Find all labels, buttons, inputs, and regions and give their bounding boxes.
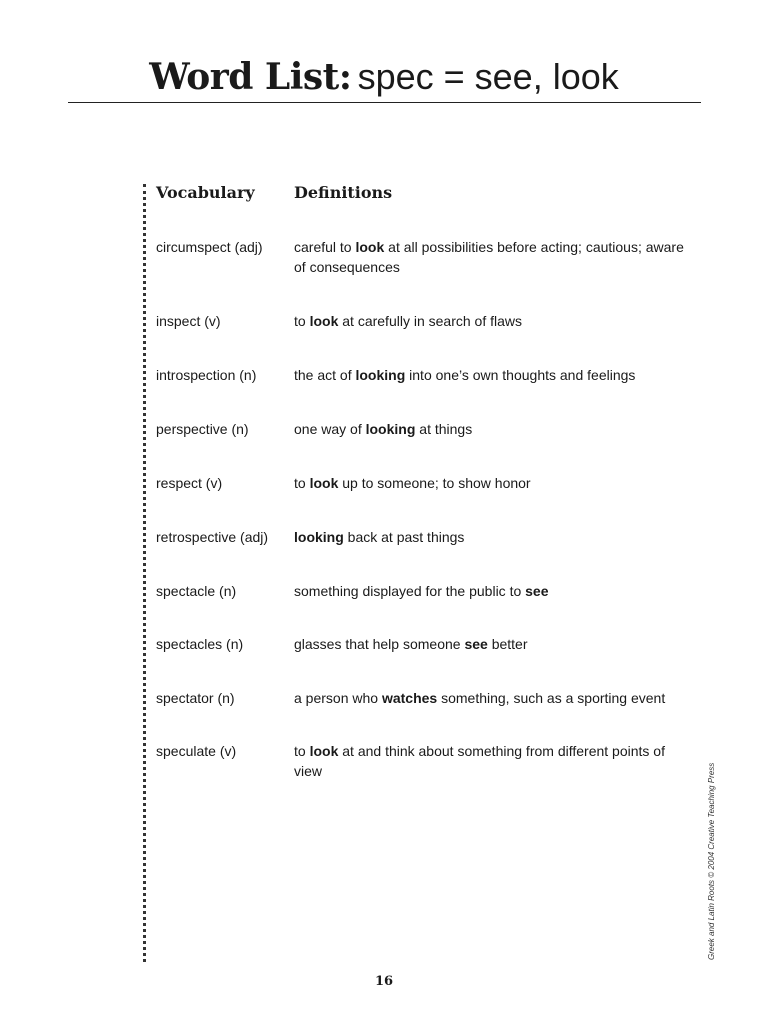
vocabulary-word: introspection (n)	[156, 367, 257, 383]
definition-segment: at carefully in search of flaws	[338, 313, 522, 329]
definition-segment: at and think about something from different points of view	[294, 743, 665, 779]
root-meaning-highlight: looking	[294, 529, 344, 545]
definition-segment: careful to	[294, 239, 356, 255]
root-meaning-highlight: looking	[365, 421, 416, 437]
definition-segment: to	[294, 313, 310, 329]
title-rule	[68, 102, 701, 103]
definition-segment: better	[487, 636, 528, 652]
definition-segment: the act of	[294, 367, 356, 383]
page-title-root: spec = see, look	[357, 56, 619, 97]
definition-segment: to	[294, 475, 310, 491]
dotted-margin-line	[143, 184, 146, 962]
root-meaning-highlight: see	[464, 636, 488, 652]
page-title	[0, 56, 768, 98]
page-title-bold: Word List:	[149, 56, 352, 98]
vocabulary-word: perspective (n)	[156, 421, 249, 437]
vocabulary-word: spectacles (n)	[156, 636, 244, 652]
root-meaning-highlight: look	[309, 313, 339, 329]
definition-text	[294, 237, 684, 277]
root-meaning-highlight: looking	[355, 367, 406, 383]
definition-segment: back at past things	[343, 529, 465, 545]
root-meaning-highlight: look	[309, 743, 339, 759]
vocabulary-word: spectacle (n)	[156, 583, 237, 599]
root-meaning-highlight: look	[309, 475, 339, 491]
page-number: 16	[374, 974, 394, 989]
vocabulary-word: speculate (v)	[156, 743, 237, 759]
definition-text	[294, 473, 684, 493]
definition-segment: to	[294, 743, 310, 759]
vocabulary-header: Vocabulary	[156, 183, 255, 202]
definition-text	[294, 581, 684, 601]
vocabulary-word: circumspect (adj)	[156, 239, 263, 255]
definition-segment: glasses that help someone	[294, 636, 465, 652]
definition-segment: something, such as a sporting event	[437, 690, 666, 706]
vocabulary-word: inspect (v)	[156, 313, 221, 329]
definition-segment: at all possibilities before acting; cautious; aware of consequences	[294, 239, 684, 275]
definition-segment: into one’s own thoughts and feelings	[405, 367, 636, 383]
definition-segment: something displayed for the public to	[294, 583, 526, 599]
definition-segment: one way of	[294, 421, 366, 437]
root-meaning-highlight: see	[525, 583, 549, 599]
definition-text	[294, 634, 684, 654]
root-meaning-highlight: watches	[381, 690, 438, 706]
definition-segment: up to someone; to show honor	[338, 475, 531, 491]
definition-text	[294, 688, 684, 708]
definition-text	[294, 419, 684, 439]
definitions-header: Definitions	[294, 183, 393, 202]
vocabulary-word: respect (v)	[156, 475, 223, 491]
copyright-credit: Greek and Latin Roots © 2004 Creative Teaching Press	[707, 762, 716, 960]
vocabulary-word: retrospective (adj)	[156, 529, 269, 545]
definition-text	[294, 311, 684, 331]
definition-text	[294, 527, 684, 547]
vocabulary-word: spectator (n)	[156, 690, 235, 706]
definition-text	[294, 365, 684, 385]
definition-text	[294, 741, 684, 781]
root-meaning-highlight: look	[355, 239, 385, 255]
definition-segment: a person who	[294, 690, 382, 706]
definition-segment: at things	[415, 421, 473, 437]
